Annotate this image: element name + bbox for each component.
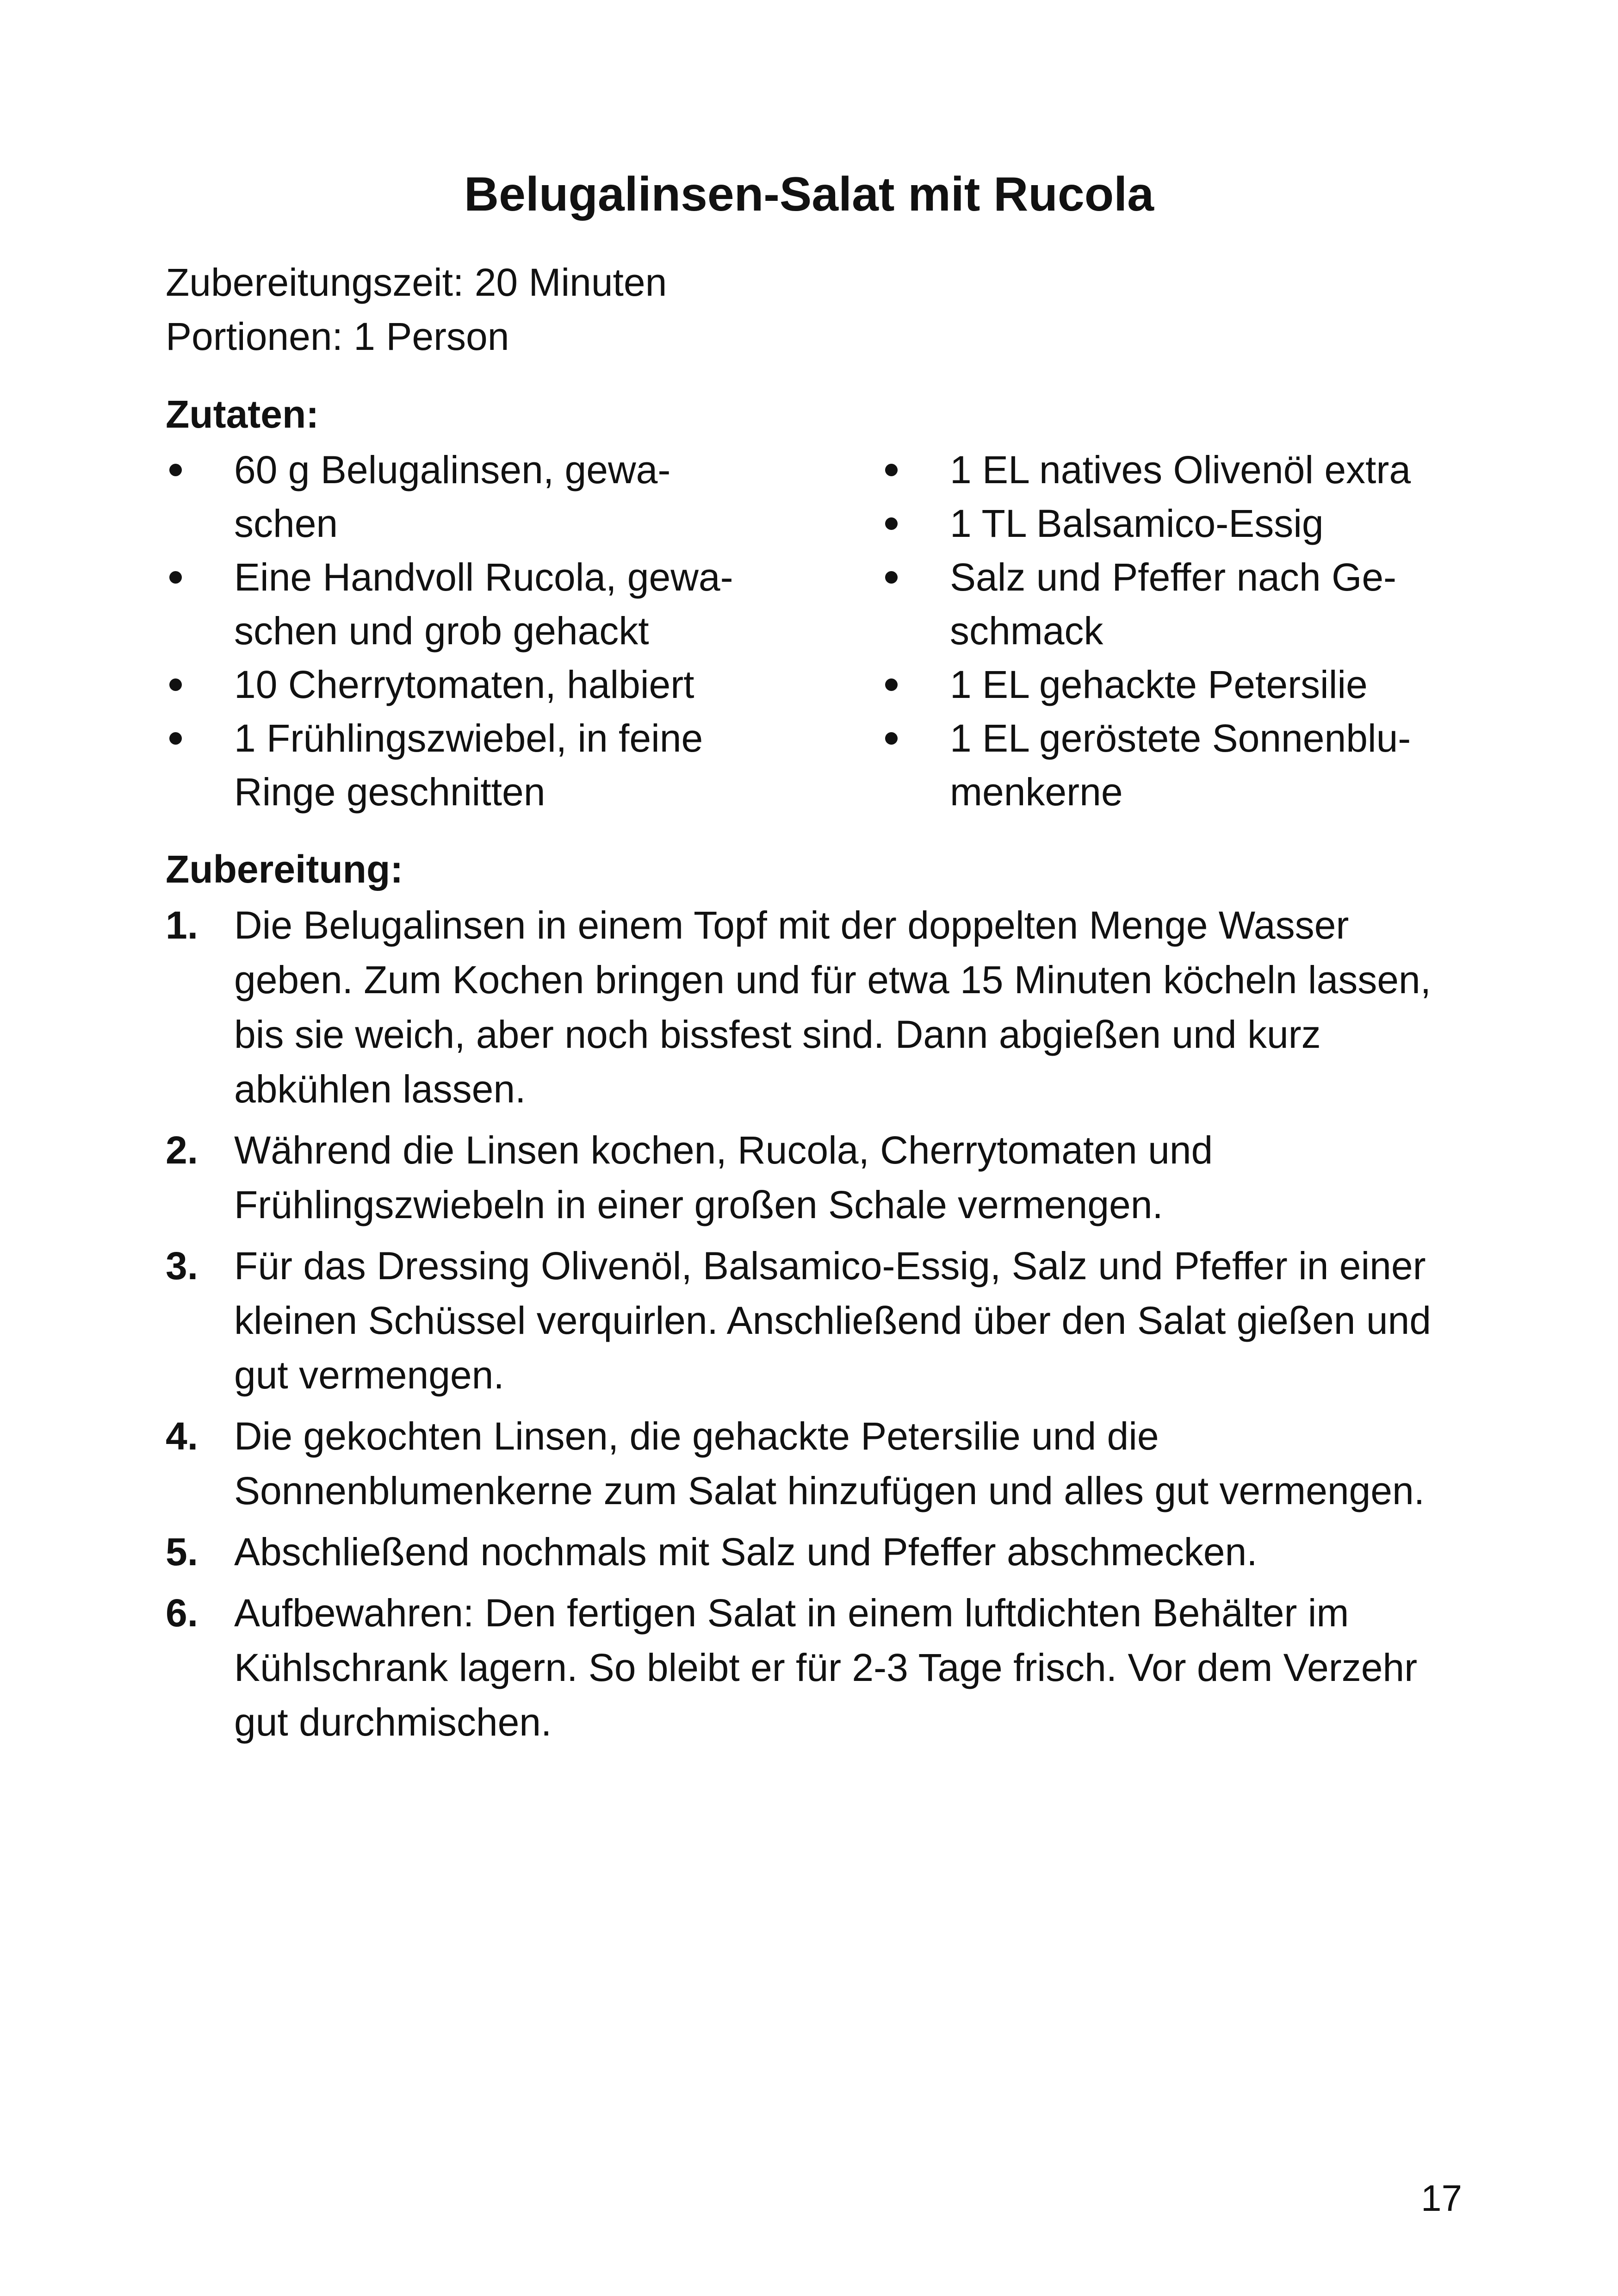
ingredient-item: [166, 658, 823, 711]
ingredient-item: [166, 443, 823, 550]
ingredients-list-left: [166, 443, 823, 819]
bullet-icon: [885, 678, 898, 691]
step-item: [166, 898, 1457, 1116]
ingredient-line: schmack: [950, 609, 1103, 653]
ingredient-line: Salz und Pfeffer nach Ge-: [950, 555, 1397, 599]
ingredient-line: 1 EL gehackte Petersilie: [950, 663, 1368, 706]
step-number: 5.: [166, 1530, 198, 1574]
step-item: [166, 1123, 1457, 1232]
step-number: 3.: [166, 1244, 198, 1288]
ingredient-item: [881, 443, 1483, 497]
preparation-steps: [166, 898, 1457, 1756]
ingredient-item: [881, 711, 1483, 819]
ingredient-line: Ringe geschnitten: [234, 770, 546, 814]
ingredient-line: 1 Frühlingszwiebel, in feine: [234, 716, 703, 760]
ingredient-item: [166, 550, 823, 658]
preparation-heading: Zubereitung:: [166, 847, 403, 891]
bullet-icon: [169, 732, 182, 745]
step-item: [166, 1524, 1457, 1579]
ingredient-item: [881, 658, 1483, 711]
step-item: [166, 1409, 1457, 1518]
step-item: [166, 1586, 1457, 1749]
bullet-icon: [169, 678, 182, 691]
page-number: 17: [1421, 2178, 1462, 2219]
recipe-title: Belugalinsen-Salat mit Rucola: [464, 168, 1154, 221]
ingredient-line: 1 TL Balsamico-Essig: [950, 502, 1324, 545]
bullet-icon: [169, 571, 182, 584]
ingredient-line: schen: [234, 502, 338, 545]
step-text: Während die Linsen kochen, Rucola, Cherrytomaten und Frühlingszwiebeln in einer großen Schale vermengen.: [234, 1128, 1213, 1226]
step-text: Die gekochten Linsen, die gehackte Petersilie und die Sonnenblumenkerne zum Salat hinzufügen und alles gut vermengen.: [234, 1414, 1425, 1512]
step-number: 6.: [166, 1591, 198, 1635]
ingredients-heading: Zutaten:: [166, 392, 319, 436]
ingredient-line: 60 g Belugalinsen, gewa-: [234, 448, 671, 492]
ingredient-line: 10 Cherrytomaten, halbiert: [234, 663, 694, 706]
ingredient-item: [166, 711, 823, 819]
bullet-icon: [885, 517, 898, 530]
step-text: Aufbewahren: Den fertigen Salat in einem luftdichten Behälter im Kühlschrank lagern. So bleibt er für 2-3 Tage frisch. Vor dem Verzehr gut durchmischen.: [234, 1591, 1418, 1744]
ingredients-list-right: [881, 443, 1483, 819]
ingredient-line: 1 EL natives Olivenöl extra: [950, 448, 1411, 492]
ingredient-line: schen und grob gehackt: [234, 609, 649, 653]
step-number: 1.: [166, 903, 198, 947]
bullet-icon: [885, 571, 898, 584]
step-number: 4.: [166, 1414, 198, 1458]
bullet-icon: [885, 464, 898, 476]
step-text: Abschließend nochmals mit Salz und Pfeffer abschmecken.: [234, 1530, 1258, 1574]
ingredient-line: menkerne: [950, 770, 1123, 814]
ingredient-item: [881, 497, 1483, 550]
ingredient-item: [881, 550, 1483, 658]
step-text: Die Belugalinsen in einem Topf mit der doppelten Menge Wasser geben. Zum Kochen bringen und für etwa 15 Minuten köcheln lassen, bis sie weich, aber noch bissfest sind. Dann abgießen und kurz abkühlen lassen.: [234, 903, 1431, 1111]
portions: Portionen: 1 Person: [166, 315, 509, 358]
step-text: Für das Dressing Olivenöl, Balsamico-Essig, Salz und Pfeffer in einer kleinen Schüssel verquirlen. Anschließend über den Salat gießen und gut vermengen.: [234, 1244, 1431, 1397]
bullet-icon: [885, 732, 898, 745]
bullet-icon: [169, 464, 182, 476]
step-number: 2.: [166, 1128, 198, 1172]
ingredient-line: Eine Handvoll Rucola, gewa-: [234, 555, 733, 599]
step-item: [166, 1238, 1457, 1402]
ingredient-line: 1 EL geröstete Sonnenblu-: [950, 716, 1411, 760]
prep-time: Zubereitungszeit: 20 Minuten: [166, 261, 667, 304]
